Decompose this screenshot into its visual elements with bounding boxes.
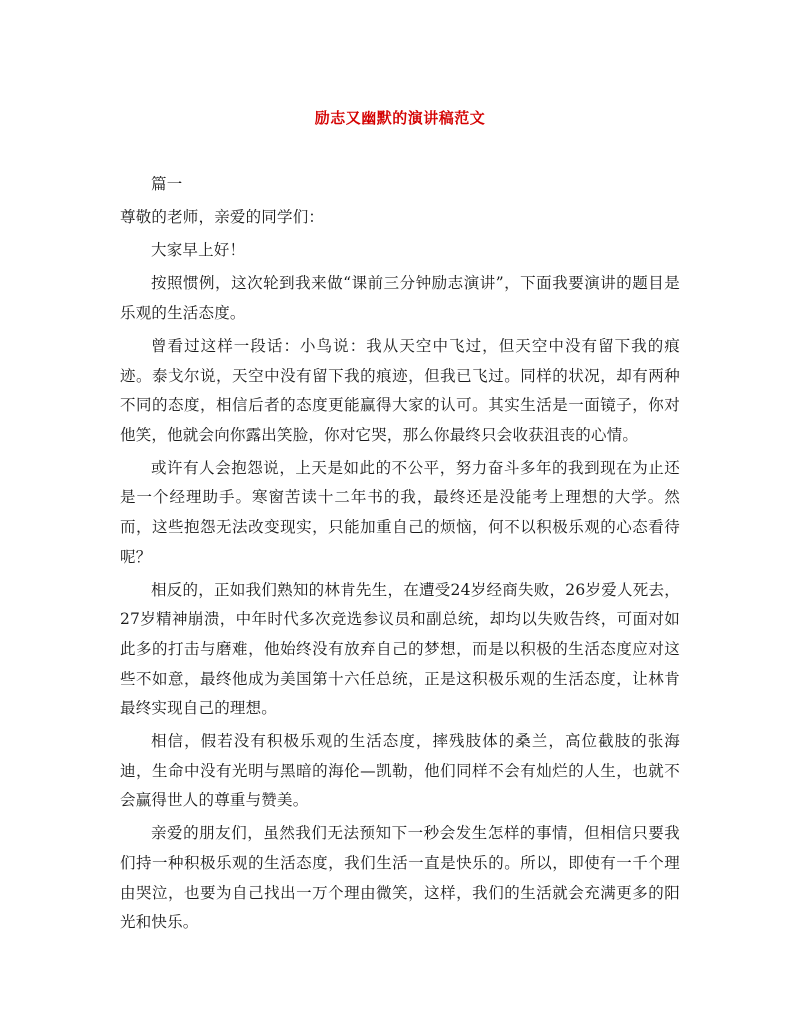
paragraph-examples: 相信，假若没有积极乐观的生活态度，摔残肢体的桑兰，高位截肢的张海迪，生命中没有光明与黑暗的海伦—凯勒，他们同样不会有灿烂的人生，也就不会赢得世人的尊重与赞美。 bbox=[120, 732, 680, 810]
paragraph-lincoln: 相反的，正如我们熟知的林肯先生，在遭受24岁经商失败，26岁爱人死去，27岁精神崩溃，中年时代多次竞选参议员和副总统，却均以失败告终，可面对如此多的打击与磨难，他始终没有放弃自己的梦想，而是以积极的生活态度应对这些不如意，最终他成为美国第十六任总统，正是这积极乐观的生活态度，让林肯最终实现自己的理想。 bbox=[120, 580, 680, 718]
paragraph-greeting: 大家早上好！ bbox=[151, 241, 246, 260]
paragraph-topic: 按照惯例，这次轮到我来做“课前三分钟励志演讲”，下面我要演讲的题目是乐观的生活态度。 bbox=[120, 274, 680, 322]
paragraph-conclusion: 亲爱的朋友们，虽然我们无法预知下一秒会发生怎样的事情，但相信只要我们持一种积极乐观的生活态度，我们生活一直是快乐的。所以，即使有一千个理由哭泣，也要为自己找出一万个理由微笑，这样，我们的生活就会充满更多的阳光和快乐。 bbox=[120, 824, 680, 932]
document-body bbox=[120, 170, 680, 938]
paragraph-complaints: 或许有人会抱怨说，上天是如此的不公平，努力奋斗多年的我到现在为止还是一个经理助手。寒窗苦读十二年书的我，最终还是没能考上理想的大学。然而，这些抱怨无法改变现实，只能加重自己的烦恼，何不以积极乐观的心态看待呢？ bbox=[120, 458, 680, 566]
salutation: 尊敬的老师，亲爱的同学们： bbox=[120, 208, 325, 227]
paragraph-bird-tagore: 曾看过这样一段话：小鸟说：我从天空中飞过，但天空中没有留下我的痕迹。泰戈尔说，天空中没有留下我的痕迹，但我已飞过。同样的状况，却有两种不同的态度，相信后者的态度更能赢得大家的认可。其实生活是一面镜子，你对他笑，他就会向你露出笑脸，你对它哭，那么你最终只会收获沮丧的心情。 bbox=[120, 336, 680, 444]
section-heading: 篇一 bbox=[151, 175, 183, 193]
document-title: 励志又幽默的演讲稿范文 bbox=[314, 109, 486, 127]
